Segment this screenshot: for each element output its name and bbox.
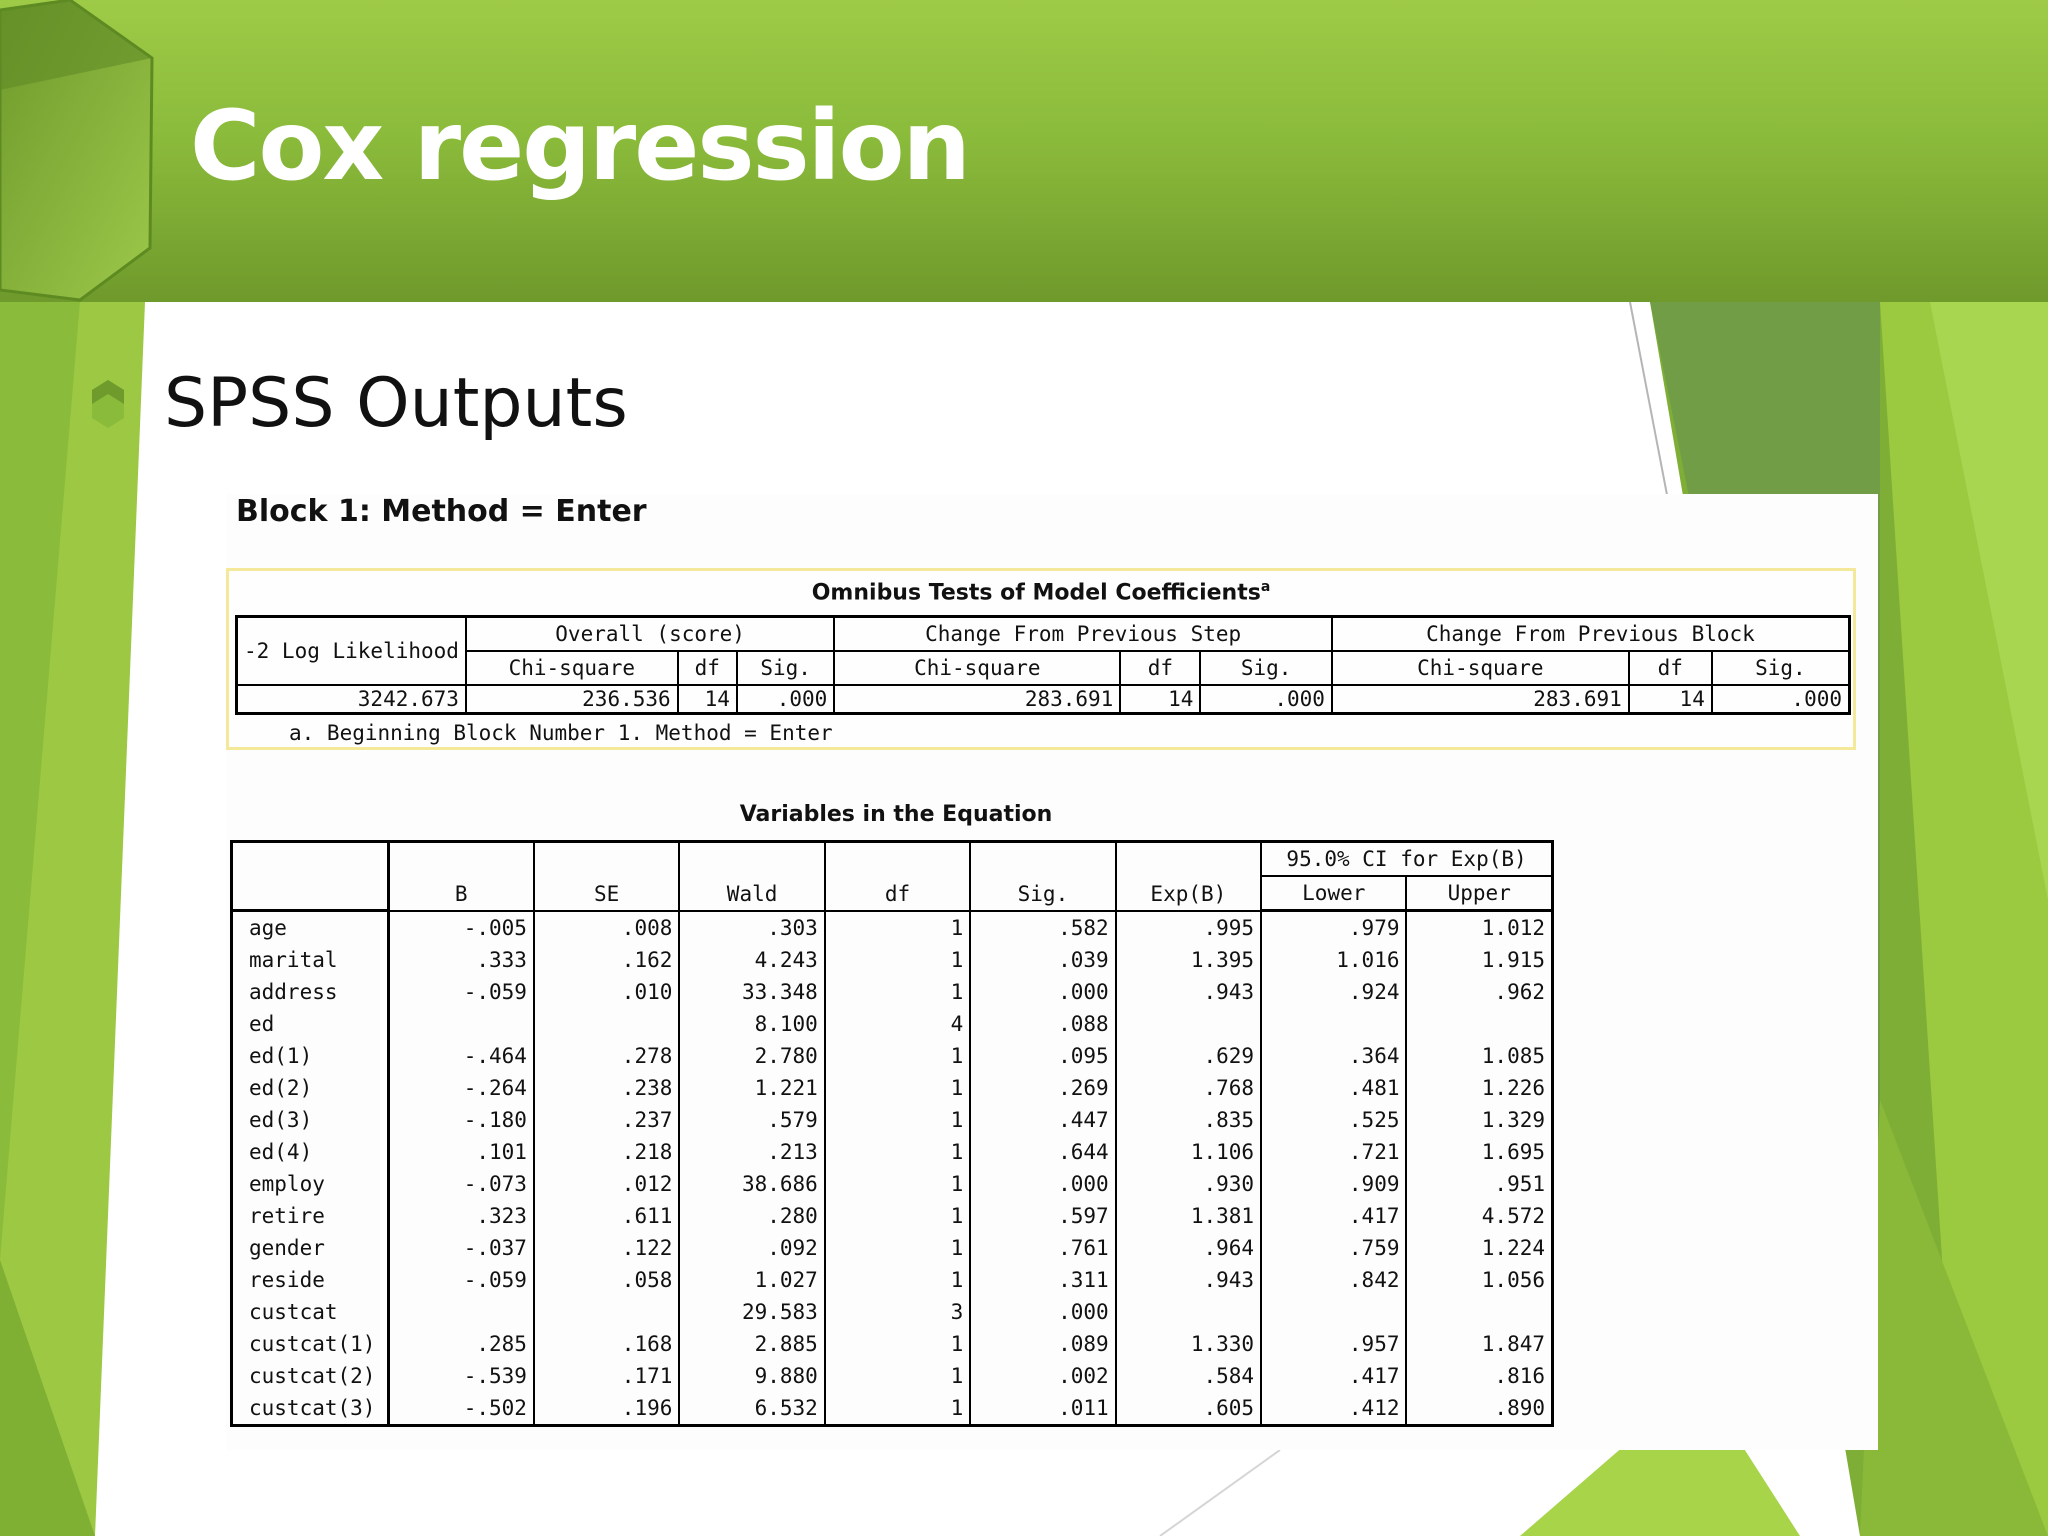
table-cell: .957: [1261, 1328, 1406, 1360]
omnibus-subheader: Sig.: [1712, 651, 1850, 685]
table-cell: 3: [825, 1296, 970, 1328]
table-cell: .269: [970, 1072, 1115, 1104]
table-cell: 1.395: [1116, 944, 1261, 976]
table-cell: 1: [825, 944, 970, 976]
table-cell: 38.686: [679, 1168, 824, 1200]
row-label: gender: [232, 1232, 389, 1264]
row-label: ed(1): [232, 1040, 389, 1072]
omnibus-title-sup: a: [1260, 579, 1271, 595]
table-cell: 1.381: [1116, 1200, 1261, 1232]
table-cell: .010: [534, 976, 679, 1008]
block-title: Block 1: Method = Enter: [236, 494, 647, 529]
table-cell: .285: [388, 1328, 534, 1360]
table-row: [232, 1200, 1553, 1232]
table-cell: 1: [825, 1392, 970, 1426]
table-cell: -.539: [388, 1360, 534, 1392]
omnibus-table-box: [226, 568, 1856, 750]
table-cell: [1116, 1296, 1261, 1328]
table-row: [232, 1168, 1553, 1200]
table-cell: 2.885: [679, 1328, 824, 1360]
table-cell: 1: [825, 1328, 970, 1360]
variables-header: df: [825, 842, 970, 911]
table-cell: -.059: [388, 1264, 534, 1296]
row-label: custcat(3): [232, 1392, 389, 1426]
table-cell: -.037: [388, 1232, 534, 1264]
table-cell: .995: [1116, 911, 1261, 945]
table-cell: .364: [1261, 1040, 1406, 1072]
table-cell: .122: [534, 1232, 679, 1264]
table-row: [232, 911, 1553, 945]
omnibus-value: 3242.673: [237, 685, 466, 714]
table-cell: -.502: [388, 1392, 534, 1426]
table-cell: 1.695: [1406, 1136, 1552, 1168]
table-cell: [388, 1008, 534, 1040]
table-cell: .964: [1116, 1232, 1261, 1264]
table-cell: -.059: [388, 976, 534, 1008]
table-cell: 9.880: [679, 1360, 824, 1392]
table-cell: .213: [679, 1136, 824, 1168]
variables-header: Exp(B): [1116, 842, 1261, 911]
variables-header: B: [388, 842, 534, 911]
row-label: address: [232, 976, 389, 1008]
table-cell: .311: [970, 1264, 1115, 1296]
table-cell: .039: [970, 944, 1115, 976]
table-cell: .951: [1406, 1168, 1552, 1200]
table-cell: .012: [534, 1168, 679, 1200]
omnibus-subheader: df: [1629, 651, 1712, 685]
table-cell: -.073: [388, 1168, 534, 1200]
table-cell: 2.780: [679, 1040, 824, 1072]
table-cell: .979: [1261, 911, 1406, 945]
variables-corner-cell: [232, 842, 389, 911]
variables-header: Lower: [1261, 876, 1406, 911]
variables-ci-row: [232, 842, 1553, 877]
table-cell: -.264: [388, 1072, 534, 1104]
table-cell: .930: [1116, 1168, 1261, 1200]
table-cell: -.464: [388, 1040, 534, 1072]
table-cell: .721: [1261, 1136, 1406, 1168]
omnibus-subheader: df: [1120, 651, 1200, 685]
table-cell: .011: [970, 1392, 1115, 1426]
table-cell: 1.330: [1116, 1328, 1261, 1360]
table-cell: .280: [679, 1200, 824, 1232]
table-cell: .095: [970, 1040, 1115, 1072]
table-cell: .943: [1116, 1264, 1261, 1296]
omnibus-value-row: [237, 685, 1850, 714]
table-row: [232, 1360, 1553, 1392]
table-cell: .759: [1261, 1232, 1406, 1264]
omnibus-group-header: Change From Previous Step: [834, 617, 1332, 652]
table-cell: [1261, 1296, 1406, 1328]
table-cell: .629: [1116, 1040, 1261, 1072]
omnibus-subheader-row: [237, 651, 1850, 685]
table-cell: .481: [1261, 1072, 1406, 1104]
table-cell: .278: [534, 1040, 679, 1072]
table-cell: 4.572: [1406, 1200, 1552, 1232]
table-cell: .611: [534, 1200, 679, 1232]
table-cell: .835: [1116, 1104, 1261, 1136]
table-cell: .238: [534, 1072, 679, 1104]
table-cell: .644: [970, 1136, 1115, 1168]
table-cell: 1: [825, 1040, 970, 1072]
table-cell: .323: [388, 1200, 534, 1232]
table-cell: [1406, 1008, 1552, 1040]
table-cell: .816: [1406, 1360, 1552, 1392]
omnibus-value: 236.536: [466, 685, 678, 714]
row-label: reside: [232, 1264, 389, 1296]
table-row: [232, 1072, 1553, 1104]
omnibus-subheader: Chi-square: [834, 651, 1120, 685]
table-cell: .303: [679, 911, 824, 945]
variables-table: [230, 840, 1554, 1427]
table-cell: .162: [534, 944, 679, 976]
omnibus-value: .000: [1200, 685, 1332, 714]
table-cell: [388, 1296, 534, 1328]
table-cell: .962: [1406, 976, 1552, 1008]
table-cell: .101: [388, 1136, 534, 1168]
table-cell: .417: [1261, 1200, 1406, 1232]
table-cell: .909: [1261, 1168, 1406, 1200]
row-label: custcat(1): [232, 1328, 389, 1360]
table-cell: 1: [825, 1072, 970, 1104]
table-cell: 1.085: [1406, 1040, 1552, 1072]
omnibus-value: 283.691: [834, 685, 1120, 714]
row-label: ed(3): [232, 1104, 389, 1136]
row-label: ed(4): [232, 1136, 389, 1168]
table-cell: [1261, 1008, 1406, 1040]
table-cell: .447: [970, 1104, 1115, 1136]
table-cell: 1: [825, 1200, 970, 1232]
table-cell: 1.329: [1406, 1104, 1552, 1136]
table-cell: .168: [534, 1328, 679, 1360]
table-cell: 1: [825, 1104, 970, 1136]
table-cell: .000: [970, 976, 1115, 1008]
row-label: ed: [232, 1008, 389, 1040]
table-cell: 1.012: [1406, 911, 1552, 945]
table-cell: .890: [1406, 1392, 1552, 1426]
table-cell: 1: [825, 976, 970, 1008]
omnibus-group-header: Overall (score): [466, 617, 834, 652]
table-row: [232, 1328, 1553, 1360]
table-cell: .089: [970, 1328, 1115, 1360]
omnibus-group-header: Change From Previous Block: [1332, 617, 1850, 652]
row-label: marital: [232, 944, 389, 976]
table-cell: 1.847: [1406, 1328, 1552, 1360]
variables-ci-header: 95.0% CI for Exp(B): [1261, 842, 1552, 877]
table-cell: .597: [970, 1200, 1115, 1232]
omnibus-value: 14: [1629, 685, 1712, 714]
row-label: ed(2): [232, 1072, 389, 1104]
table-cell: 1.221: [679, 1072, 824, 1104]
table-row: [232, 1232, 1553, 1264]
table-cell: .000: [970, 1168, 1115, 1200]
table-cell: .088: [970, 1008, 1115, 1040]
table-cell: .943: [1116, 976, 1261, 1008]
row-label: age: [232, 911, 389, 945]
table-cell: 1: [825, 1136, 970, 1168]
table-row: [232, 1296, 1553, 1328]
table-row: [232, 1104, 1553, 1136]
table-cell: [1406, 1296, 1552, 1328]
table-cell: .579: [679, 1104, 824, 1136]
variables-header: Wald: [679, 842, 824, 911]
table-cell: .417: [1261, 1360, 1406, 1392]
omnibus-subheader: Chi-square: [466, 651, 678, 685]
hexagon-bullet-icon: [92, 380, 124, 428]
table-row: [232, 944, 1553, 976]
table-cell: [534, 1296, 679, 1328]
table-cell: [1116, 1008, 1261, 1040]
table-cell: .058: [534, 1264, 679, 1296]
table-cell: .196: [534, 1392, 679, 1426]
row-label: employ: [232, 1168, 389, 1200]
table-cell: 1.224: [1406, 1232, 1552, 1264]
table-cell: -.005: [388, 911, 534, 945]
table-cell: 8.100: [679, 1008, 824, 1040]
variables-header: Upper: [1406, 876, 1552, 911]
hexagon-logo-icon: [0, 0, 160, 310]
table-cell: 1.016: [1261, 944, 1406, 976]
table-cell: .237: [534, 1104, 679, 1136]
table-cell: 33.348: [679, 976, 824, 1008]
table-cell: 1: [825, 1232, 970, 1264]
table-cell: .924: [1261, 976, 1406, 1008]
omnibus-subheader: df: [678, 651, 737, 685]
table-cell: .584: [1116, 1360, 1261, 1392]
title-banner: [0, 0, 2048, 302]
table-cell: .092: [679, 1232, 824, 1264]
table-cell: .761: [970, 1232, 1115, 1264]
omnibus-subheader: Chi-square: [1332, 651, 1629, 685]
table-cell: .412: [1261, 1392, 1406, 1426]
table-cell: 1.226: [1406, 1072, 1552, 1104]
omnibus-title-text: Omnibus Tests of Model Coefficients: [811, 580, 1261, 606]
table-cell: .582: [970, 911, 1115, 945]
omnibus-subheader: Sig.: [1200, 651, 1332, 685]
omnibus-value: .000: [1712, 685, 1850, 714]
table-row: [232, 1264, 1553, 1296]
table-cell: [534, 1008, 679, 1040]
variables-header: Sig.: [970, 842, 1115, 911]
table-cell: .333: [388, 944, 534, 976]
table-cell: .768: [1116, 1072, 1261, 1104]
spss-output-panel: [226, 494, 1878, 1450]
table-cell: 4.243: [679, 944, 824, 976]
table-cell: -.180: [388, 1104, 534, 1136]
omnibus-value: 283.691: [1332, 685, 1629, 714]
table-cell: 1.106: [1116, 1136, 1261, 1168]
variables-title: Variables in the Equation: [739, 802, 1053, 827]
table-cell: 1: [825, 1360, 970, 1392]
table-cell: .000: [970, 1296, 1115, 1328]
row-label: custcat: [232, 1296, 389, 1328]
table-cell: .008: [534, 911, 679, 945]
omnibus-value: 14: [1120, 685, 1200, 714]
table-cell: 6.532: [679, 1392, 824, 1426]
table-cell: 1: [825, 1168, 970, 1200]
variables-header: SE: [534, 842, 679, 911]
table-cell: .002: [970, 1360, 1115, 1392]
omnibus-loglik-header: -2 Log Likelihood: [237, 617, 466, 686]
omnibus-footnote: a. Beginning Block Number 1. Method = Enter: [289, 721, 833, 745]
bullet-text: SPSS Outputs: [164, 364, 628, 443]
table-row: [232, 1136, 1553, 1168]
variables-body: [232, 911, 1553, 1426]
omnibus-group-row: [237, 617, 1850, 652]
slide-title: Cox regression: [190, 90, 969, 202]
table-cell: .171: [534, 1360, 679, 1392]
omnibus-value: 14: [678, 685, 737, 714]
table-cell: .605: [1116, 1392, 1261, 1426]
table-cell: 1: [825, 1264, 970, 1296]
omnibus-value: .000: [737, 685, 834, 714]
row-label: custcat(2): [232, 1360, 389, 1392]
table-cell: 29.583: [679, 1296, 824, 1328]
table-cell: 1.056: [1406, 1264, 1552, 1296]
omnibus-table: [235, 615, 1851, 715]
omnibus-title: [229, 579, 1853, 605]
table-cell: 4: [825, 1008, 970, 1040]
table-row: [232, 1392, 1553, 1426]
omnibus-subheader: Sig.: [737, 651, 834, 685]
table-row: [232, 976, 1553, 1008]
table-cell: .525: [1261, 1104, 1406, 1136]
table-row: [232, 1040, 1553, 1072]
table-row: [232, 1008, 1553, 1040]
row-label: retire: [232, 1200, 389, 1232]
table-cell: .842: [1261, 1264, 1406, 1296]
table-cell: 1.027: [679, 1264, 824, 1296]
table-cell: 1.915: [1406, 944, 1552, 976]
table-cell: .218: [534, 1136, 679, 1168]
table-cell: 1: [825, 911, 970, 945]
